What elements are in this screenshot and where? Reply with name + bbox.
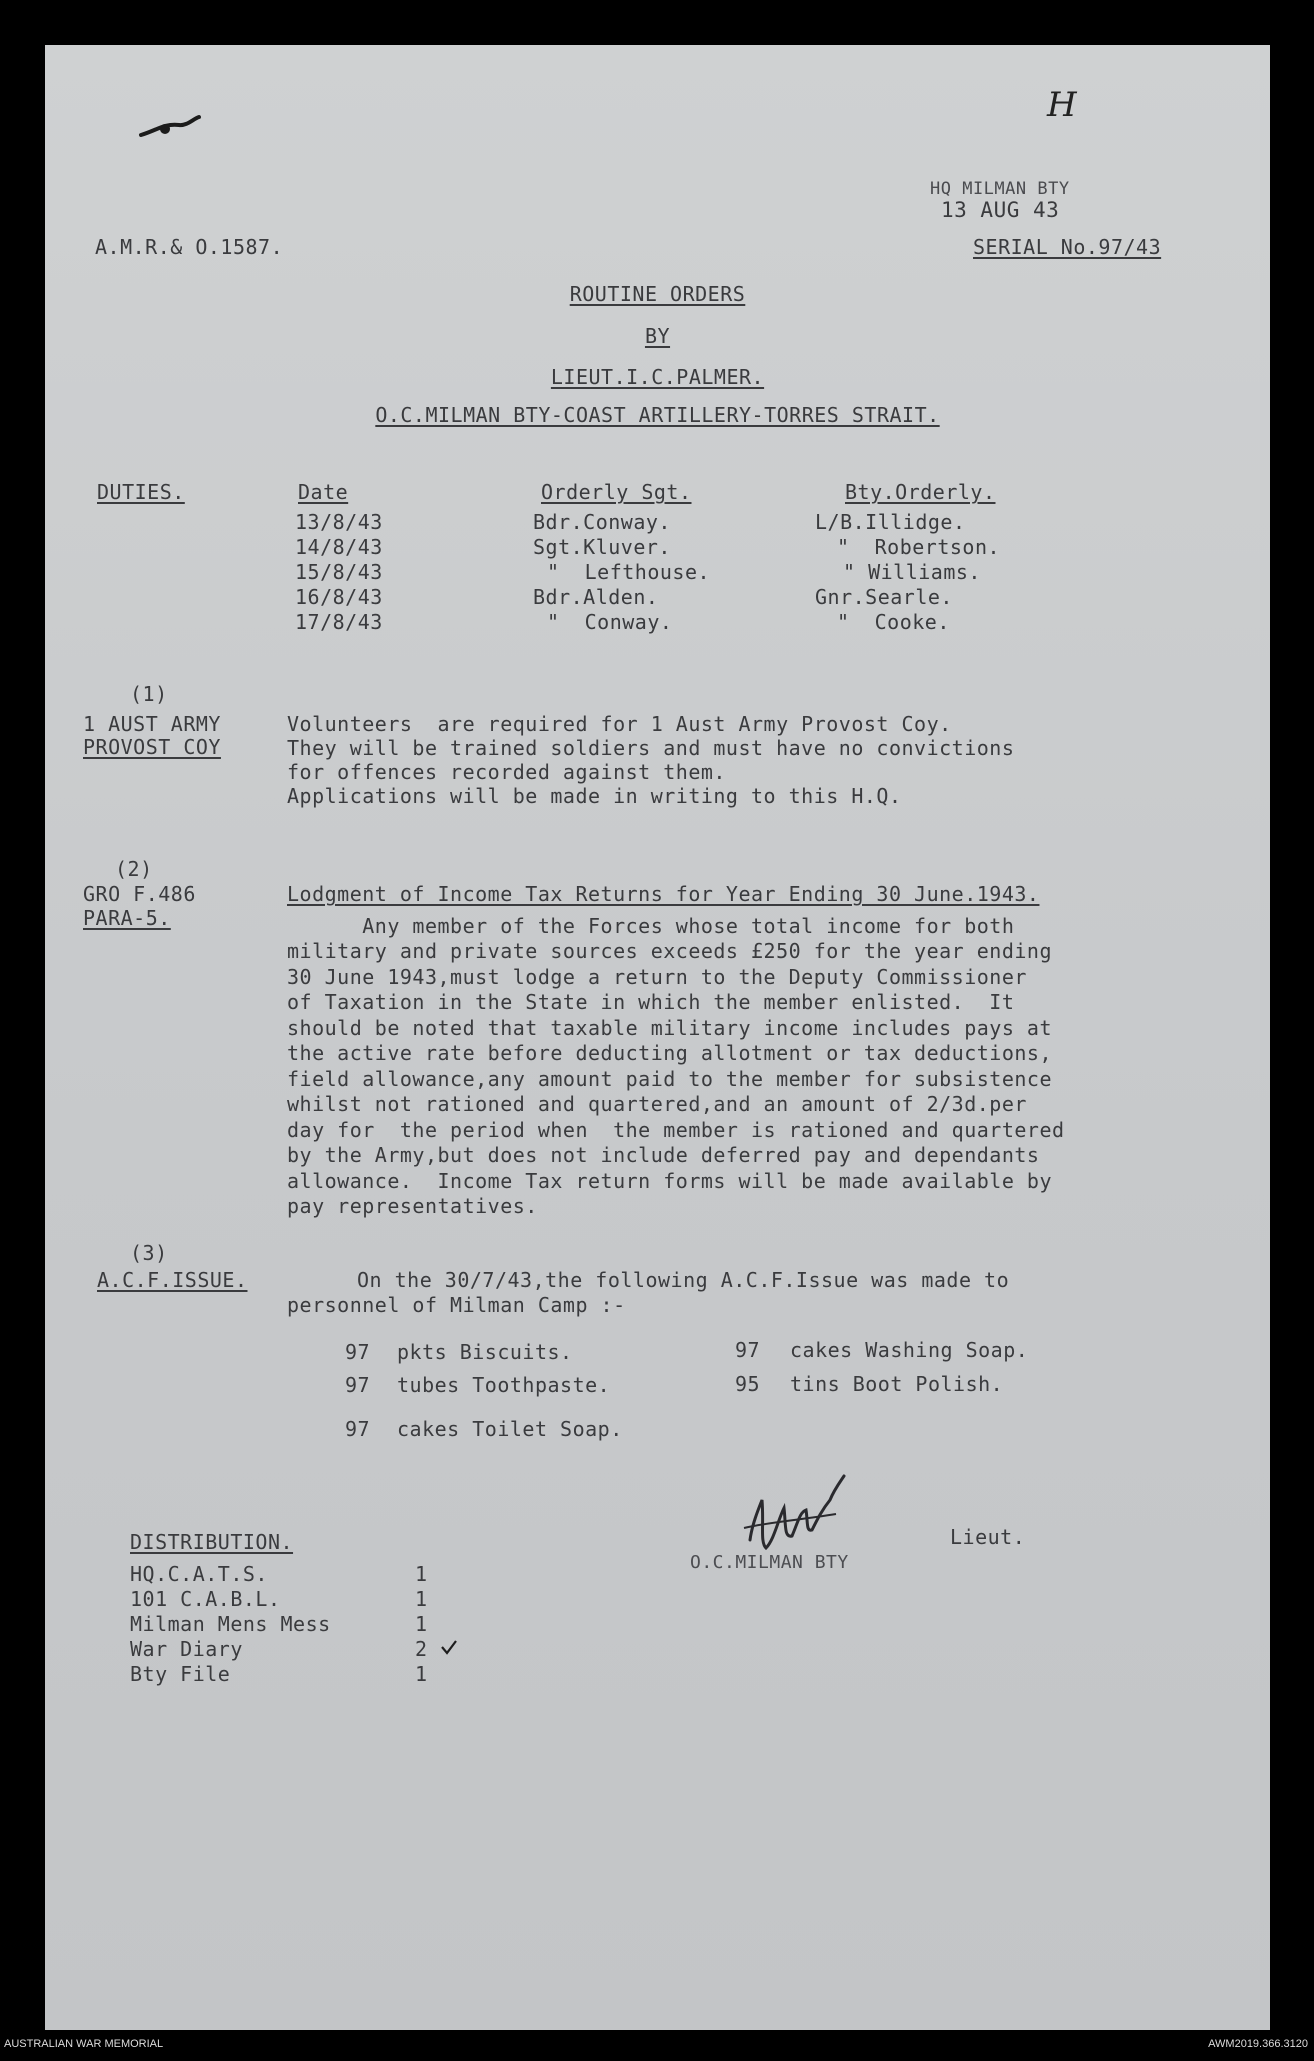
distribution-name: 101 C.A.B.L. [130, 1587, 281, 1611]
section-2-line: the active rate before deducting allotment or tax deductions, [287, 1041, 1053, 1065]
hq-stamp-line: HQ MILMAN BTY [930, 179, 1070, 199]
section-2-heading: PARA-5. [83, 906, 171, 930]
duty-row-date: 16/8/43 [295, 585, 383, 609]
distribution-count: 1 [415, 1587, 428, 1611]
section-1-line: for offences recorded against them. [287, 760, 726, 784]
issue-item-text: tins Boot Polish. [790, 1372, 1004, 1396]
section-1-line: Volunteers are required for 1 Aust Army Provost Coy. [287, 712, 952, 736]
section-2-subject: Lodgment of Income Tax Returns for Year Ending 30 June.1943. [287, 882, 1040, 906]
issue-item-text: tubes Toothpaste. [397, 1373, 611, 1397]
duty-row-date: 14/8/43 [295, 535, 383, 559]
section-2-line: field allowance,any amount paid to the member for subsistence [287, 1067, 1053, 1091]
section-3-line: On the 30/7/43,the following A.C.F.Issue was made to [357, 1268, 1010, 1292]
section-3-number: (3) [130, 1241, 168, 1265]
duty-row-orderly: L/B.Illidge. [815, 510, 966, 534]
section-2-line: Any member of the Forces whose total income for both [287, 914, 1015, 938]
distribution-name: HQ.C.A.T.S. [130, 1562, 268, 1586]
duty-row-sgt: Bdr.Alden. [533, 585, 659, 609]
duties-header-bty-orderly: Bty.Orderly. [845, 480, 996, 504]
hq-stamp-date: 13 AUG 43 [941, 198, 1060, 222]
pencil-mark-icon [135, 105, 205, 145]
footer-right: AWM2019.366.3120 [1208, 2038, 1308, 2050]
distribution-count: 2 [415, 1637, 428, 1661]
issue-item-qty: 97 [735, 1338, 761, 1362]
serial-number: SERIAL No.97/43 [973, 235, 1162, 259]
section-2-line: should be noted that taxable military income includes pays at [287, 1016, 1053, 1040]
distribution-name: Bty File [130, 1662, 231, 1686]
section-2-line: day for the period when the member is rationed and quartered [287, 1118, 1065, 1142]
reference-number: A.M.R.& O.1587. [95, 235, 284, 259]
section-3-line: personnel of Milman Camp :- [287, 1293, 626, 1317]
duty-row-date: 13/8/43 [295, 510, 383, 534]
title-routine-orders: ROUTINE ORDERS [569, 282, 746, 306]
signature-icon [740, 1470, 860, 1560]
duty-row-orderly: " Williams. [843, 560, 981, 584]
duty-row-orderly: " Robertson. [837, 535, 1001, 559]
issue-item-text: pkts Biscuits. [397, 1340, 573, 1364]
section-2-line: allowance. Income Tax return forms will be made available by [287, 1169, 1053, 1193]
section-1-heading: PROVOST COY [83, 735, 221, 759]
distribution-count: 1 [415, 1612, 428, 1636]
signature-unit: O.C.MILMAN BTY [690, 1552, 849, 1573]
footer-left: AUSTRALIAN WAR MEMORIAL [4, 2038, 164, 2050]
section-2-heading: GRO F.486 [83, 882, 196, 906]
duty-row-sgt: " Lefthouse. [547, 560, 711, 584]
distribution-count: 1 [415, 1662, 428, 1686]
title-unit: O.C.MILMAN BTY-COAST ARTILLERY-TORRES STRAIT. [375, 403, 940, 427]
section-2-line: 30 June 1943,must lodge a return to the Deputy Commissioner [287, 965, 1027, 989]
section-2-line: military and private sources exceeds £250 for the year ending [287, 939, 1053, 963]
issue-item-text: cakes Toilet Soap. [397, 1417, 623, 1441]
section-2-number: (2) [115, 857, 153, 881]
duty-row-date: 17/8/43 [295, 610, 383, 634]
duties-label: DUTIES. [97, 480, 185, 504]
section-2-line: of Taxation in the State in which the member enlisted. It [287, 990, 1015, 1014]
title-by: BY [644, 324, 671, 348]
duty-row-orderly: " Cooke. [837, 610, 950, 634]
duties-header-orderly-sgt: Orderly Sgt. [541, 480, 692, 504]
section-2-line: whilst not rationed and quartered,and an amount of 2/3d.per [287, 1092, 1027, 1116]
section-3-heading: A.C.F.ISSUE. [97, 1268, 248, 1292]
distribution-count: 1 [415, 1562, 428, 1586]
duty-row-sgt: " Conway. [547, 610, 673, 634]
document-page [45, 45, 1270, 2030]
section-1-line: They will be trained soldiers and must have no convictions [287, 736, 1015, 760]
issue-item-qty: 97 [345, 1373, 371, 1397]
section-1-line: Applications will be made in writing to this H.Q. [287, 784, 902, 808]
distribution-name: Milman Mens Mess [130, 1612, 331, 1636]
duties-header-date: Date [298, 480, 349, 504]
duty-row-orderly: Gnr.Searle. [815, 585, 953, 609]
signature-rank: Lieut. [950, 1525, 1026, 1549]
section-2-line: pay representatives. [287, 1194, 538, 1218]
distribution-name: War Diary [130, 1637, 243, 1661]
issue-item-qty: 97 [345, 1340, 371, 1364]
duty-row-date: 15/8/43 [295, 560, 383, 584]
title-officer: LIEUT.I.C.PALMER. [550, 365, 765, 389]
issue-item-qty: 95 [735, 1372, 761, 1396]
section-2-line: by the Army,but does not include deferred pay and dependants [287, 1143, 1040, 1167]
issue-item-qty: 97 [345, 1417, 371, 1441]
duty-row-sgt: Sgt.Kluver. [533, 535, 671, 559]
section-1-number: (1) [130, 682, 168, 706]
issue-item-text: cakes Washing Soap. [790, 1338, 1029, 1362]
corner-mark: H [1047, 85, 1078, 125]
section-1-heading: 1 AUST ARMY [83, 712, 221, 736]
distribution-heading: DISTRIBUTION. [130, 1530, 294, 1554]
duty-row-sgt: Bdr.Conway. [533, 510, 671, 534]
checkmark-icon [440, 1639, 458, 1655]
